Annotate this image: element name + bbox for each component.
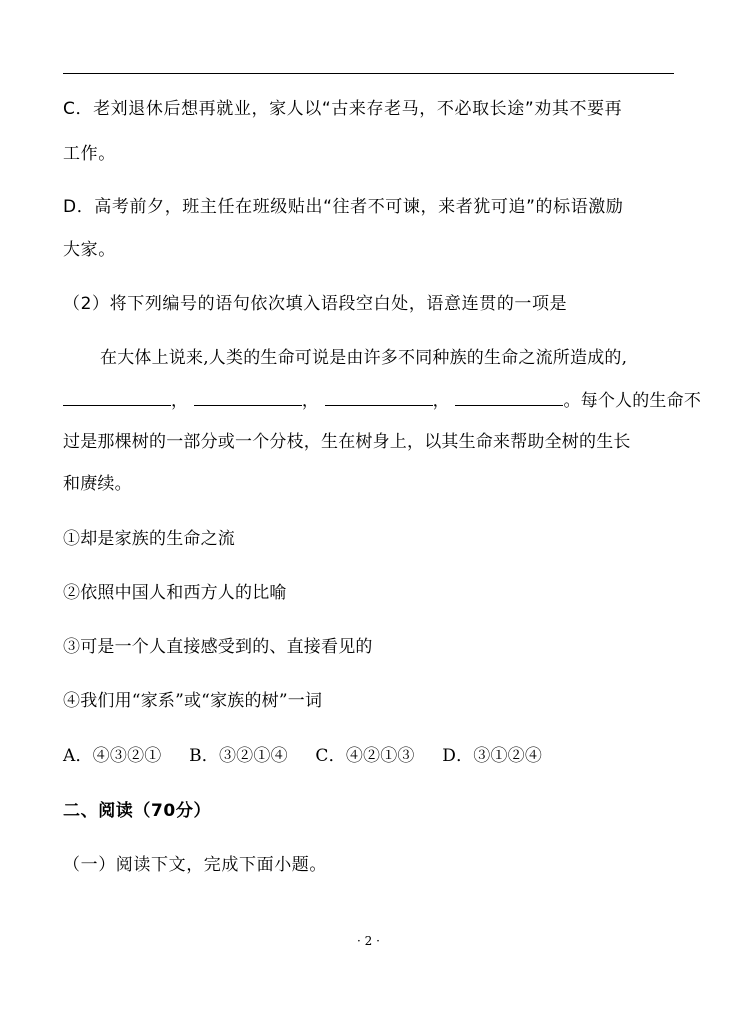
blank-separator: ， <box>432 391 450 411</box>
list-item-2: ②依照中国人和西方人的比喻 <box>63 583 287 603</box>
passage-line-1: 在大体上说来,人类的生命可说是由许多不同种族的生命之流所造成的, <box>100 348 628 368</box>
header-rule <box>63 73 674 74</box>
answer-option-b[interactable]: B．③②①④ <box>189 746 288 766</box>
answer-option-a[interactable]: A．④③②① <box>63 746 162 766</box>
passage-line-4: 和赓续。 <box>63 474 132 494</box>
blank-2[interactable] <box>194 391 302 406</box>
option-d-line2: 大家。 <box>63 240 116 260</box>
passage-line-3: 过是那棵树的一部分或一个分枝，生在树身上，以其生命来帮助全树的生长 <box>63 432 631 452</box>
list-item-4: ④我们用“家系”或“家族的树”一词 <box>63 691 323 711</box>
answer-options <box>63 745 683 767</box>
option-c-line2: 工作。 <box>63 144 116 164</box>
section-title: 二、阅读（70分） <box>63 801 212 821</box>
blank-3[interactable] <box>325 391 433 406</box>
option-d-line1: D．高考前夕，班主任在班级贴出“往者不可谏，来者犹可追”的标语激励 <box>63 197 624 217</box>
blank-1[interactable] <box>63 391 171 406</box>
list-item-3: ③可是一个人直接感受到的、直接看见的 <box>63 637 373 657</box>
passage-line-2-tail: 。每个人的生命不 <box>563 391 702 411</box>
blank-separator: ， <box>171 391 189 411</box>
option-c-line1: C．老刘退休后想再就业，家人以“古来存老马，不必取长途”劝其不要再 <box>63 99 623 119</box>
section-subtitle: （一）阅读下文，完成下面小题。 <box>63 855 327 875</box>
blank-separator: ， <box>301 391 320 411</box>
page-number: · 2 · <box>357 934 380 948</box>
question-2-prompt: （2）将下列编号的语句依次填入语段空白处，语意连贯的一项是 <box>63 294 568 314</box>
answer-option-d[interactable]: D．③①②④ <box>442 746 543 766</box>
blank-4[interactable] <box>455 391 563 406</box>
answer-option-c[interactable]: C．④②①③ <box>315 746 415 766</box>
passage-line-2 <box>63 390 702 412</box>
list-item-1: ①却是家族的生命之流 <box>63 529 235 549</box>
